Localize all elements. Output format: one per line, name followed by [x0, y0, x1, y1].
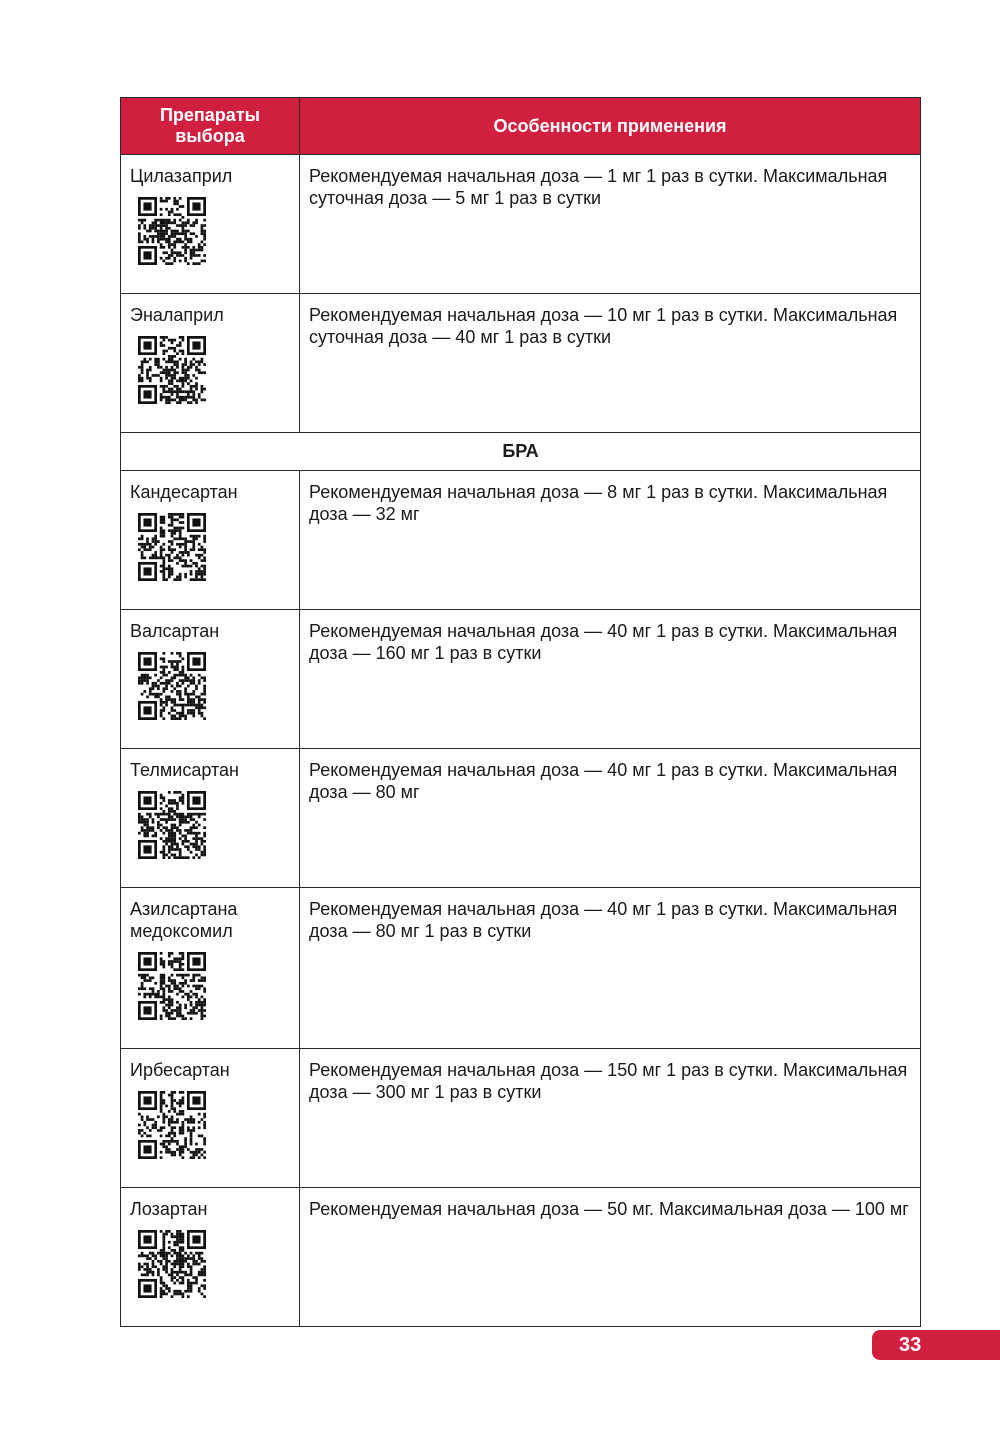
drug-name: Валсартан	[130, 621, 220, 641]
qr-code-icon[interactable]	[138, 513, 206, 581]
page-number: 33	[899, 1334, 922, 1356]
qr-code-icon[interactable]	[138, 1230, 206, 1298]
drug-name-cell	[121, 294, 300, 433]
header-col1-label: Препараты выбора	[159, 105, 261, 146]
page-number-tab	[872, 1330, 1000, 1360]
table-row	[121, 294, 921, 433]
drug-name-cell	[121, 610, 300, 749]
table-row	[121, 1188, 921, 1327]
drug-table	[120, 97, 921, 1327]
table-row	[121, 155, 921, 294]
qr-code-icon[interactable]	[138, 652, 206, 720]
drug-description: Рекомендуемая начальная доза — 40 мг 1 раз в сутки. Максимальная доза — 160 мг 1 раз в сутки	[300, 610, 921, 749]
header-drugs-of-choice	[121, 98, 300, 155]
header-usage-features	[300, 98, 921, 155]
drug-name: Телмисартан	[130, 760, 239, 780]
drug-description: Рекомендуемая начальная доза — 40 мг 1 раз в сутки. Максимальная доза — 80 мг 1 раз в сутки	[300, 888, 921, 1049]
drug-name-cell	[121, 888, 300, 1049]
section-row-arb	[121, 433, 921, 471]
drug-name: Цилазаприл	[130, 166, 233, 186]
qr-code-icon[interactable]	[138, 791, 206, 859]
table-row	[121, 610, 921, 749]
drug-description: Рекомендуемая начальная доза — 150 мг 1 раз в сутки. Максимальная доза — 300 мг 1 раз в сутки	[300, 1049, 921, 1188]
table-header-row	[121, 98, 921, 155]
qr-code-icon[interactable]	[138, 1091, 206, 1159]
drug-name-cell	[121, 749, 300, 888]
qr-code-icon[interactable]	[138, 952, 206, 1020]
drug-name-cell	[121, 1049, 300, 1188]
drug-name: Азилсартана медоксомил	[130, 899, 238, 941]
drug-name: Эналаприл	[130, 305, 224, 325]
drug-name: Кандесартан	[130, 482, 238, 502]
qr-code-icon[interactable]	[138, 336, 206, 404]
section-label: БРА	[121, 433, 921, 471]
drug-name-cell	[121, 1188, 300, 1327]
drug-description: Рекомендуемая начальная доза — 1 мг 1 раз в сутки. Максимальная суточная доза — 5 мг 1 раз в сутки	[300, 155, 921, 294]
table-row	[121, 888, 921, 1049]
header-col2-label: Особенности применения	[493, 115, 727, 136]
table-row	[121, 749, 921, 888]
qr-code-icon[interactable]	[138, 197, 206, 265]
drug-description: Рекомендуемая начальная доза — 40 мг 1 раз в сутки. Максимальная доза — 80 мг	[300, 749, 921, 888]
table-row	[121, 1049, 921, 1188]
drug-name: Лозартан	[130, 1199, 208, 1219]
drug-name: Ирбесартан	[130, 1060, 230, 1080]
drug-description: Рекомендуемая начальная доза — 10 мг 1 раз в сутки. Максимальная суточная доза — 40 мг 1 раз в сутки	[300, 294, 921, 433]
drug-description: Рекомендуемая начальная доза — 50 мг. Максимальная доза — 100 мг	[300, 1188, 921, 1327]
table-row	[121, 471, 921, 610]
drug-name-cell	[121, 471, 300, 610]
drug-description: Рекомендуемая начальная доза — 8 мг 1 раз в сутки. Максимальная доза — 32 мг	[300, 471, 921, 610]
drug-name-cell	[121, 155, 300, 294]
